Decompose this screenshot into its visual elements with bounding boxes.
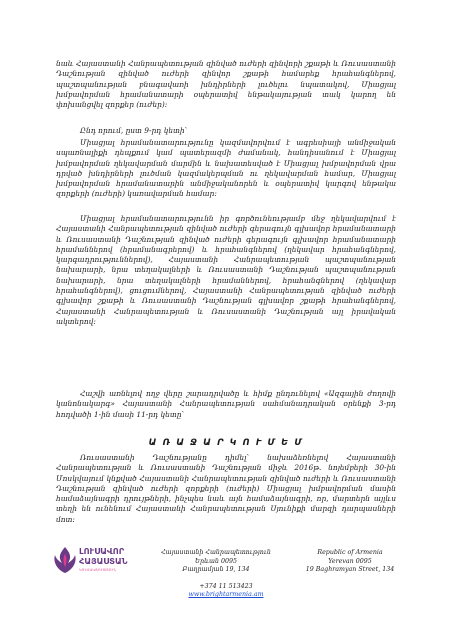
logo-subtitle: ԿՈՒՍԱԿՑՈՒԹՅՈՒՆ (79, 568, 117, 572)
paragraph-1: նաև Հայաստանի Հանրապետության զինված ուժերի զինվորի շքաթի և Ռուսաստանի Դաշնության զինված ուժերի զինվոր շքաթի համարեք հրահանգներով, պաշտպանության բնագավառի խնդիրների լուծելու նպատակով, Միացյալ խմբավորման հրամանատարի օպերատիվ ենթակայության տակ կարող են փոխանցվել զորքեր (ուժեր): (56, 59, 396, 110)
logo-line-2: ՀԱՅԱՍՏԱՆ (79, 555, 128, 566)
logo-line-1: ԼՈՒՍԱՎՈՐ (79, 546, 125, 556)
paragraph-joint-command (56, 138, 396, 200)
logo-wordmark (79, 547, 127, 567)
party-logo-icon (52, 545, 78, 575)
paragraph-4: Միացյալ հրամանատարությունն իր գործունեությամբ մեջ ղեկավարվում է Հայաստանի Հանրապետության զինված ուժերի գերագույն գլխավոր հրամանատարի և Ռուսաստանի Դաշնության զինված ուժերի գերագույն գլխավոր հրամանատարի հրամաններով (հրամանագրերով) և հրահանգներով (ղեկավար հրահանգներով, կարգադրություններով), Հայաստանի Հանրապետության պաշտպանության նախարարի, նրա տեղակալների և Ռուսաստանի Դաշնության պաշտպանության նախարարի, նրա տեղակալների հրամաններով, հրահանգներով (ղեկավար հրահանգներով), ցուցումներով, Հայաստանի Հանրապետության զինված ուժերի գլխավոր շքաթի և Ռուսաստանի Դաշնության գլխավոր շքաթի հրահանգներով, Հայաստանի Հանրապետության և Ռուսաստանի Դաշնության այլ իրավական ակտերով: (56, 214, 396, 326)
address-am-line-1: Հայաստանի Հանրապետություն (161, 549, 271, 556)
paragraph-3: Միացյալ հրամանատարությունը կազմավորվում է ագրեսիայի անմիջական սպառնալիքի դեպքում կամ պատերազմի ժամանակ, հանդիսանում է Միացյալ խմբավորման ղեկավարման մարմին և նախատեսված է Միացյալ խմբավորման վրա դրված խնդիրների լուծման կազմակերպման ու ղեկավարման համար, Միացյալ խմբավորման հրամանատարին անմիջականորեն և օպերատիվ կարգով ենթակա զորքերի (ուժերի) կառավարման համար: (56, 138, 396, 199)
phone-number: +374 11 513423 (199, 583, 253, 590)
propose-heading: Ա Ռ Ա Ջ Ա Ր Կ Ո Ւ Մ Ե Մ (148, 438, 304, 448)
address-am-line-2: Երևան 0095 (194, 557, 238, 565)
address-armenian (151, 549, 281, 575)
address-en-line-3: 19 Baghramyan Street, 134 (305, 566, 395, 573)
paragraph-2: Ընդ որում, ըստ 9-րդ կետի՝ (80, 126, 188, 135)
paragraph-continuation (56, 59, 396, 110)
party-logo (52, 545, 140, 585)
address-en-line-2: Yerevan 0095 (328, 557, 372, 565)
paragraph-considering (56, 389, 396, 420)
address-am-line-3: Բաղրամյան 19, 134 (182, 566, 250, 573)
paragraph-5: Հաշվի առնելով ողջ վերը շարադրվածը և հիմք ընդունելով «Ազգային ժողովի կանոնակարգ» Հայաստանի Հանրապետության սահմանադրական օրենքի 3-րդ հոդվածի 1-ին մասի 11-րդ կետը՝ (56, 389, 396, 419)
paragraph-guidance (56, 214, 396, 327)
paragraph-proposal (56, 453, 396, 525)
address-en-line-1: Republic of Armenia (317, 549, 383, 556)
address-english (285, 549, 415, 575)
website-link[interactable]: www.brightarmenia.am (188, 591, 264, 598)
paragraph-point-9 (56, 126, 396, 136)
paragraph-6: Ռուսաստանի Դաշնությանը դիմել՝ նախաձեռնելով Հայաստանի Հանրապետության և Ռուսաստանի Դաշնության միջև 2016թ. նոյեմբերի 30-ին Մոսկվայում կնքված Հայաստանի Հանրապետության զինված ուժերի և Ռուսաստանի Դաշնության զինված ուժերի զորքերի (ուժերի) Միացյալ խմբավորման մասին համաձայնագրի դրույթների, ինչպես նաև այն համաձայնագրի, որ, մարտերն այլևս տեղի են ունենում Հայաստանի Հանրապետության Սյունիքի մարզի դարպասների մոտ: (56, 453, 396, 524)
